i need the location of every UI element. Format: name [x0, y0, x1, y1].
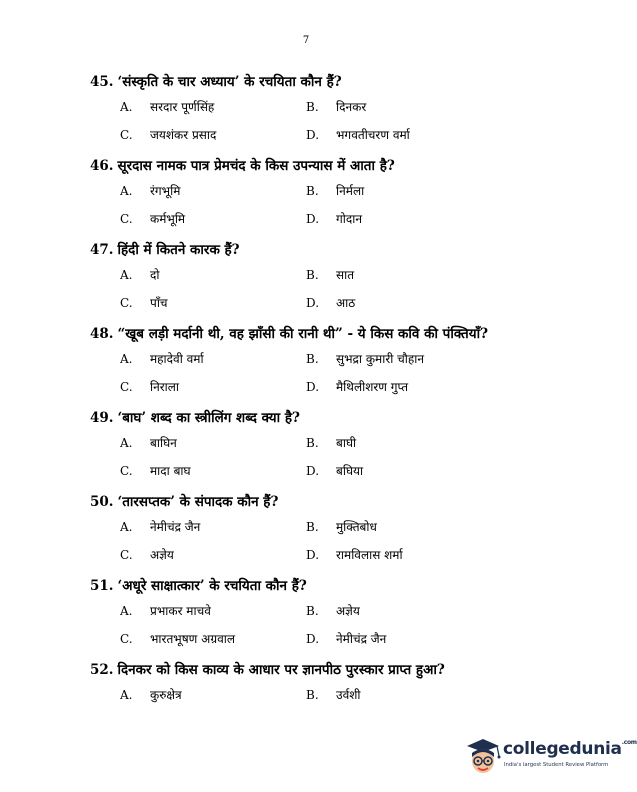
question-number: 45.: [90, 74, 114, 90]
question-number: 49.: [90, 410, 114, 426]
option-letter: D.: [306, 296, 320, 310]
option-text: बघिया: [336, 464, 364, 478]
option-letter: B.: [306, 268, 319, 282]
answer-option: [306, 630, 386, 647]
question-number: 51.: [90, 578, 114, 594]
question-text: “खूब लड़ी मर्दानी थी, वह झाँसी की रानी थी” - ये किस कवि की पंक्तियाँ?: [117, 326, 488, 342]
answer-option: [306, 546, 403, 563]
option-letter: D.: [306, 128, 320, 142]
option-letter: B.: [306, 520, 319, 534]
answer-option: [120, 518, 200, 535]
option-letter: B.: [306, 100, 319, 114]
option-text: रंगभूमि: [150, 184, 181, 198]
option-text: आठ: [336, 296, 356, 310]
question-number: 46.: [90, 158, 114, 174]
answer-option: [306, 350, 424, 367]
option-text: नेमीचंद्र जैन: [150, 520, 201, 534]
answer-option: [120, 546, 174, 563]
option-row: [90, 342, 590, 370]
answer-option: [306, 98, 366, 115]
question-number: 50.: [90, 494, 114, 510]
answer-option: [120, 266, 159, 283]
option-letter: A.: [120, 184, 133, 198]
option-row: [90, 594, 590, 622]
question-item: [90, 324, 590, 398]
answer-option: [306, 602, 360, 619]
option-text: जयशंकर प्रसाद: [150, 128, 217, 142]
answer-option: [306, 210, 362, 227]
answer-option: [120, 126, 216, 143]
question-title: [90, 492, 590, 510]
answer-option: [120, 686, 182, 703]
option-text: अज्ञेय: [150, 548, 174, 562]
option-row: [90, 286, 590, 314]
question-number: 47.: [90, 242, 114, 258]
option-letter: A.: [120, 436, 133, 450]
answer-option: [120, 378, 179, 395]
option-letter: D.: [306, 464, 320, 478]
option-letter: D.: [306, 632, 320, 646]
option-letter: D.: [306, 212, 320, 226]
option-text: बाघिन: [150, 436, 177, 450]
option-text: दो: [150, 268, 160, 282]
question-text: सूरदास नामक पात्र प्रेमचंद के किस उपन्यास में आता है?: [117, 158, 395, 174]
option-row: [90, 538, 590, 566]
option-letter: B.: [306, 436, 319, 450]
answer-option: [120, 210, 185, 227]
answer-option: [120, 182, 180, 199]
option-text: मैथिलीशरण गुप्त: [336, 380, 409, 394]
question-text: ‘बाघ’ शब्द का स्त्रीलिंग शब्द क्या है?: [117, 410, 300, 426]
option-text: निराला: [150, 380, 180, 394]
option-row: [90, 510, 590, 538]
option-letter: C.: [120, 632, 133, 646]
answer-option: [120, 294, 168, 311]
question-title: [90, 660, 590, 678]
question-item: [90, 576, 590, 650]
question-number: 48.: [90, 326, 114, 342]
option-text: रामविलास शर्मा: [336, 548, 403, 562]
option-letter: A.: [120, 688, 133, 702]
question-text: हिंदी में कितने कारक हैं?: [117, 242, 240, 258]
option-row: [90, 622, 590, 650]
question-item: [90, 156, 590, 230]
answer-option: [306, 266, 354, 283]
question-text: ‘अधूरे साक्षात्कार’ के रचयिता कौन हैं?: [117, 578, 307, 594]
option-letter: B.: [306, 688, 319, 702]
option-text: भगवतीचरण वर्मा: [336, 128, 410, 142]
question-title: [90, 576, 590, 594]
option-text: मादा बाघ: [150, 464, 191, 478]
question-item: [90, 408, 590, 482]
question-title: [90, 156, 590, 174]
option-text: निर्मला: [336, 184, 365, 198]
question-item: [90, 660, 590, 706]
option-text: गोदान: [336, 212, 363, 226]
question-title: [90, 408, 590, 426]
option-text: उर्वशी: [336, 688, 361, 702]
answer-option: [306, 126, 410, 143]
answer-option: [306, 434, 356, 451]
option-letter: C.: [120, 128, 133, 142]
option-letter: C.: [120, 296, 133, 310]
question-text: ‘संस्कृति के चार अध्याय’ के रचयिता कौन हैं?: [117, 74, 342, 90]
question-item: [90, 72, 590, 146]
question-title: [90, 240, 590, 258]
option-text: महादेवी वर्मा: [150, 352, 204, 366]
option-letter: C.: [120, 380, 133, 394]
option-letter: B.: [306, 352, 319, 366]
option-letter: B.: [306, 604, 319, 618]
question-text: ‘तारसप्तक’ के संपादक कौन हैं?: [117, 494, 279, 510]
logo-tagline: India's largest Student Review Platform: [504, 762, 609, 768]
option-text: सुभद्रा कुमारी चौहान: [336, 352, 425, 366]
option-row: [90, 426, 590, 454]
option-row: [90, 454, 590, 482]
answer-option: [120, 98, 214, 115]
answer-option: [120, 434, 177, 451]
question-number: 52.: [90, 662, 114, 678]
option-text: भारतभूषण अग्रवाल: [150, 632, 236, 646]
option-row: [90, 118, 590, 146]
option-text: प्रभाकर माचवे: [150, 604, 211, 618]
option-text: अज्ञेय: [336, 604, 360, 618]
option-letter: A.: [120, 100, 133, 114]
option-row: [90, 202, 590, 230]
option-text: कुरुक्षेत्र: [150, 688, 182, 702]
option-text: पाँच: [150, 296, 168, 310]
option-letter: C.: [120, 548, 133, 562]
answer-option: [120, 602, 211, 619]
answer-option: [306, 378, 408, 395]
option-row: [90, 174, 590, 202]
option-row: [90, 90, 590, 118]
collegedunia-logo: [463, 733, 637, 777]
graduate-mascot-icon: [463, 733, 503, 777]
page-number: 7: [302, 35, 310, 46]
question-item: [90, 492, 590, 566]
option-text: सात: [336, 268, 355, 282]
answer-option: [306, 294, 355, 311]
option-text: नेमीचंद्र जैन: [336, 632, 387, 646]
option-text: सरदार पूर्णसिंह: [150, 100, 215, 114]
option-letter: D.: [306, 548, 320, 562]
option-letter: C.: [120, 212, 133, 226]
option-text: कर्मभूमि: [150, 212, 186, 226]
option-row: [90, 678, 590, 706]
answer-option: [120, 462, 191, 479]
option-letter: A.: [120, 520, 133, 534]
option-letter: A.: [120, 604, 133, 618]
question-text: दिनकर को किस काव्य के आधार पर ज्ञानपीठ पुरस्कार प्राप्त हुआ?: [117, 662, 445, 678]
option-letter: B.: [306, 184, 319, 198]
option-letter: A.: [120, 352, 133, 366]
answer-option: [306, 462, 363, 479]
option-row: [90, 370, 590, 398]
question-title: [90, 72, 590, 90]
question-title: [90, 324, 590, 342]
option-row: [90, 258, 590, 286]
answer-option: [120, 350, 204, 367]
option-letter: A.: [120, 268, 133, 282]
option-letter: C.: [120, 464, 133, 478]
logo-wordmark: collegedunia$^{.com}$: [503, 739, 637, 759]
answer-option: [306, 182, 364, 199]
option-text: बाघी: [336, 436, 357, 450]
answer-option: [306, 686, 361, 703]
answer-option: [306, 518, 377, 535]
logo-tld: .com: [621, 739, 637, 746]
option-letter: D.: [306, 380, 320, 394]
option-text: मुक्तिबोध: [336, 520, 377, 534]
answer-option: [120, 630, 235, 647]
option-text: दिनकर: [336, 100, 367, 114]
question-item: [90, 240, 590, 314]
